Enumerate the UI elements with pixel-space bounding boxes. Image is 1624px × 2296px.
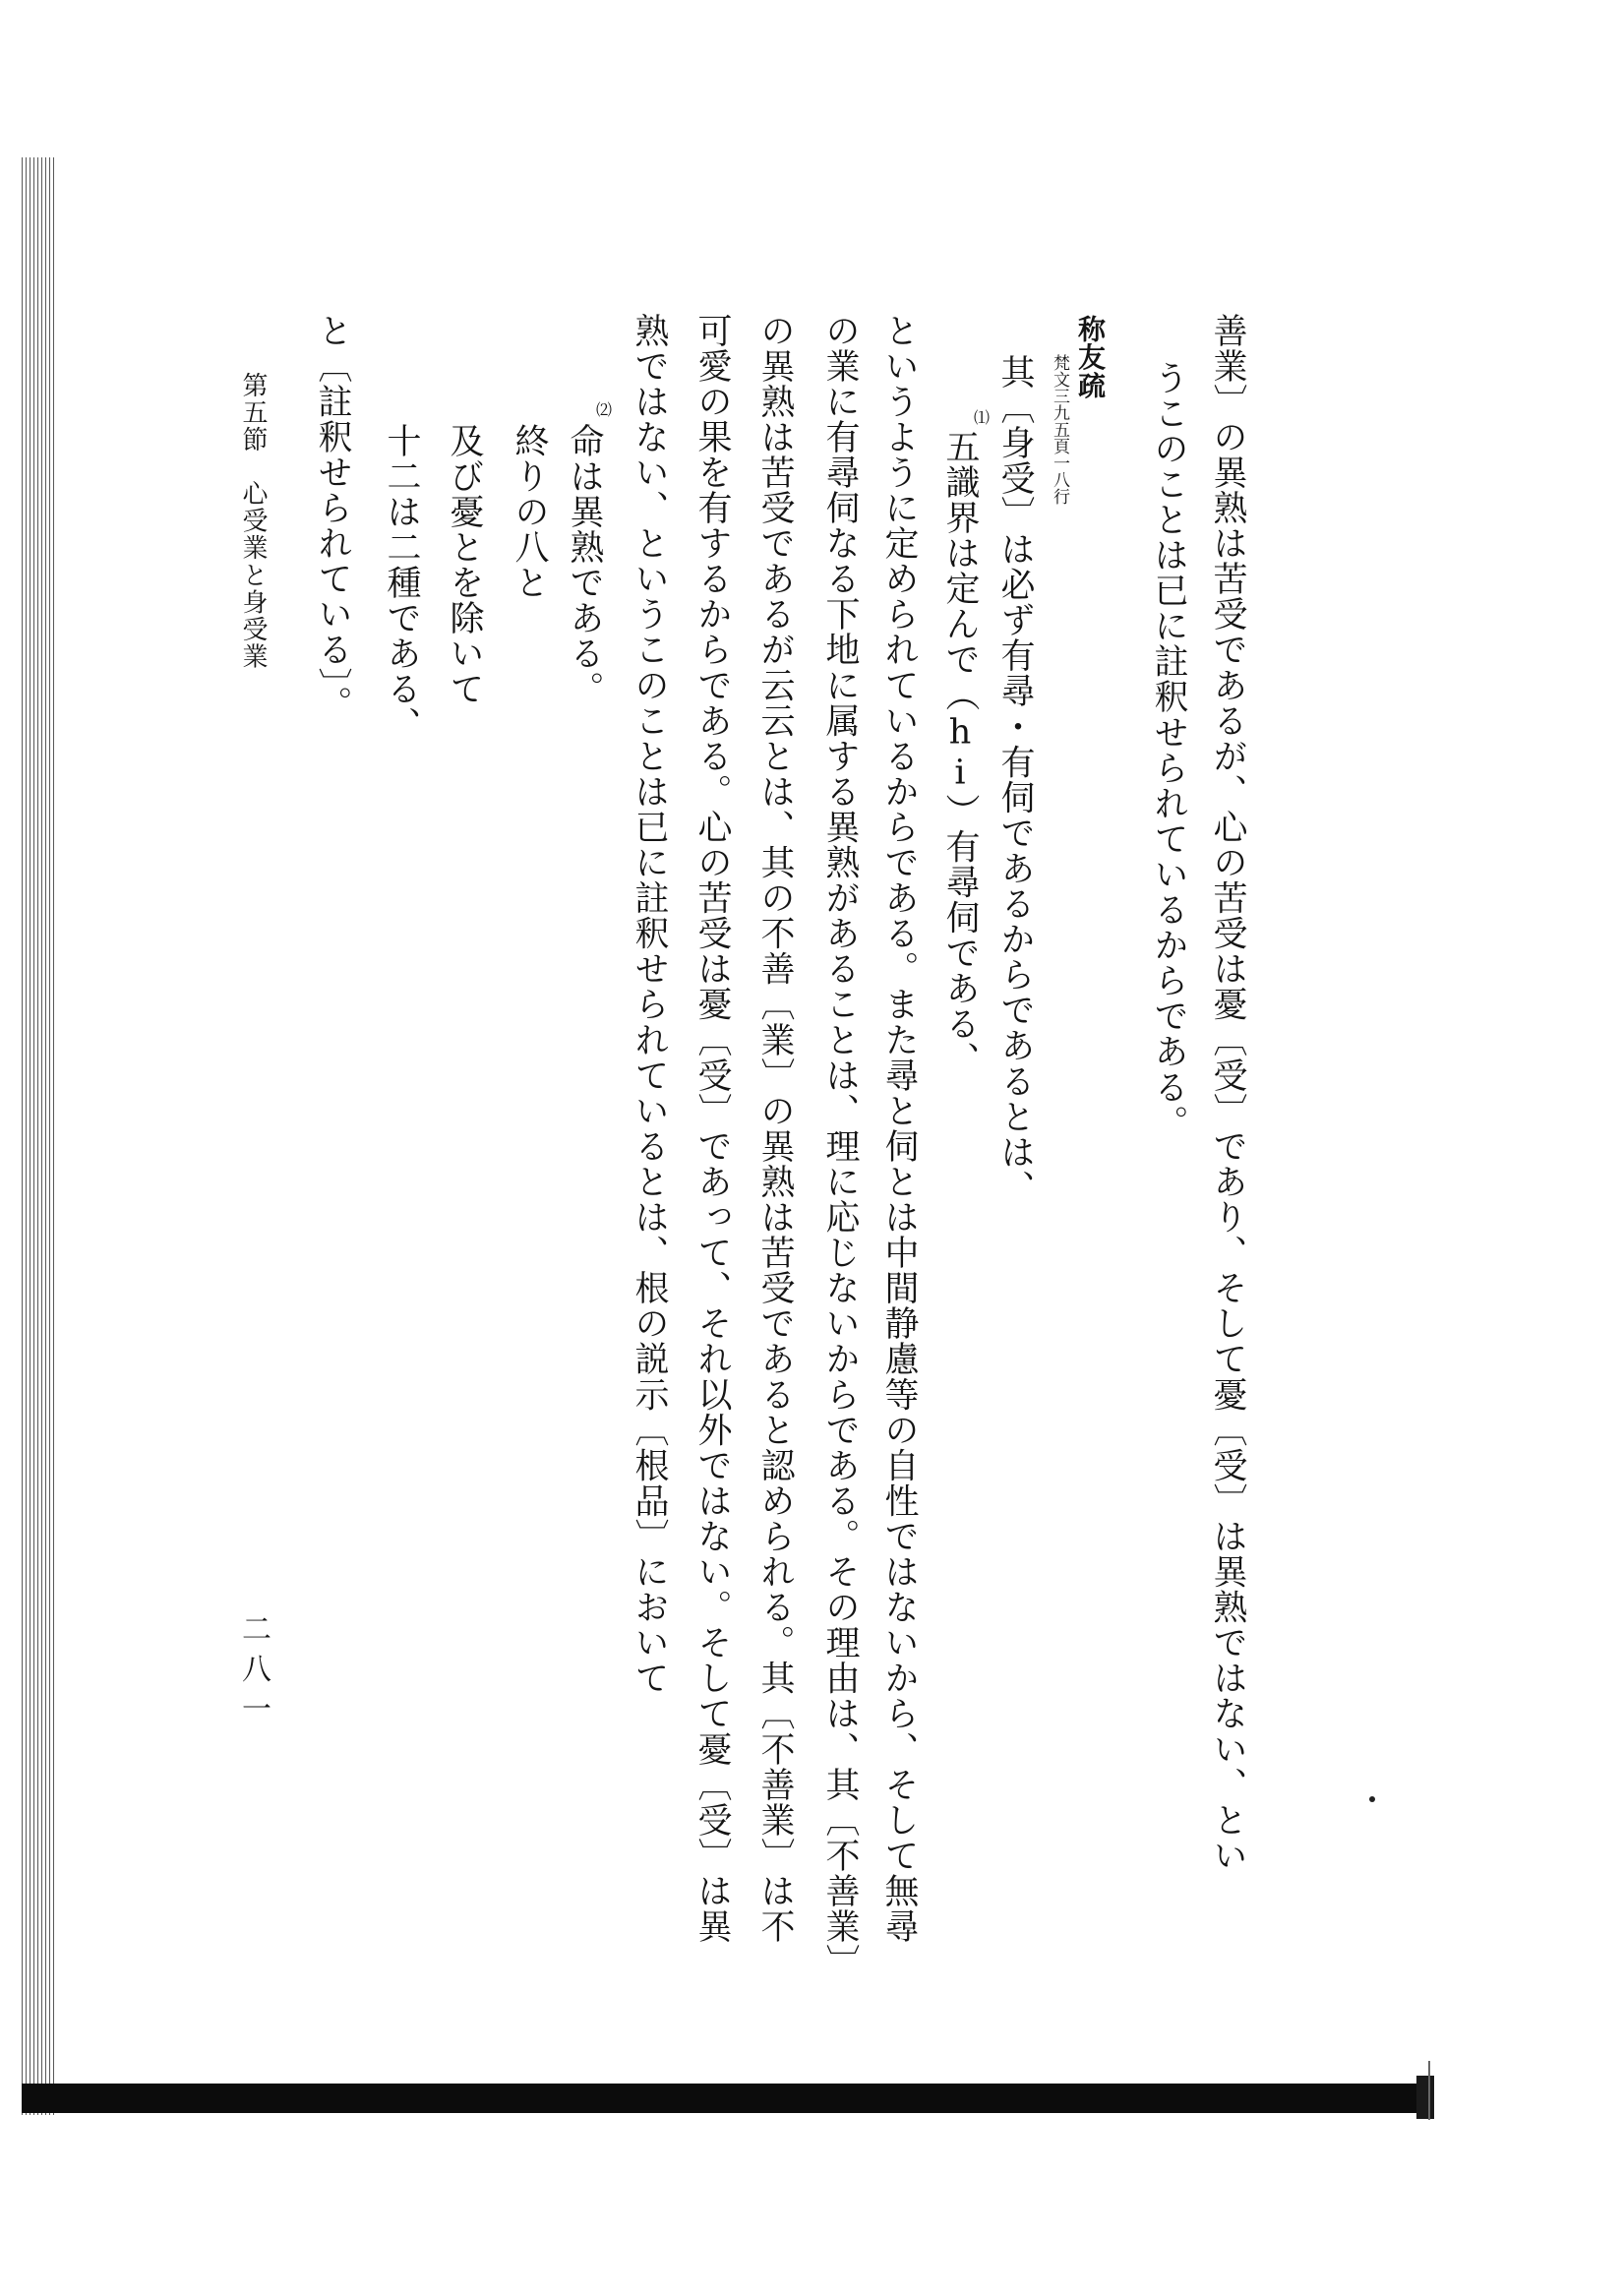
verse-line-1: 五識界は定んで（hi）有尋伺である、 — [940, 429, 980, 1077]
text-line-9: の異熟は苦受であるが云云とは、其の不善〔業〕の異熟は苦受であると認められる。其〔不善業〕は不 — [755, 313, 795, 1945]
footnote-marker-1: ⑴ — [974, 408, 991, 427]
verse-line-5: 十二は二種である、 — [382, 423, 421, 743]
text-line-5: 其〔身受〕は必ず有尋・有伺であるからであるとは、 — [995, 354, 1035, 1206]
text-line-16: と〔註釈せられている〕。 — [313, 313, 352, 722]
running-footer-section: 第五節 心受業と身受業 — [238, 372, 268, 671]
text-line-11: 熟ではない、というこのことは已に註釈せられているとは、根の説示〔根品〕において — [630, 313, 669, 1696]
book-spine-shadow-corner — [1416, 2076, 1434, 2119]
source-reference: 梵文三九五頁一八行 — [1050, 354, 1069, 505]
book-spine-edge — [22, 157, 57, 2115]
page-number: 二八一 — [236, 1613, 271, 1733]
scan-speck — [1369, 1796, 1375, 1802]
text-line-8: の業に有尋伺なる下地に属する異熟があることは、理に応じないからである。その理由は、其〔不善業〕 — [820, 313, 860, 1980]
text-line-10: 可愛の果を有するからである。心の苦受は憂〔受〕であって、それ以外ではない。そして憂〔受〕は異 — [692, 313, 732, 1945]
book-spine-shadow — [22, 2084, 1430, 2113]
text-line-1: 善業〕の異熟は苦受であるが、心の苦受は憂〔受〕であり、そして憂〔受〕は異熟ではない、とい — [1208, 313, 1247, 1874]
verse-line-4: 及び憂とを除いて — [445, 423, 484, 707]
heading-commentary: 称友疏 — [1074, 315, 1107, 399]
verse-line-2: 命は異熟である。 — [565, 423, 604, 707]
footnote-marker-2: ⑵ — [596, 400, 613, 419]
text-line-2: うこのことは已に註釈せられているからである。 — [1149, 360, 1188, 1141]
verse-line-3: 終りの八と — [510, 423, 549, 601]
page-edge — [1428, 2061, 1430, 2120]
text-line-7: というように定められているからである。また尋と伺とは中間静慮等の自性ではないから、そして無尋 — [879, 313, 919, 1945]
